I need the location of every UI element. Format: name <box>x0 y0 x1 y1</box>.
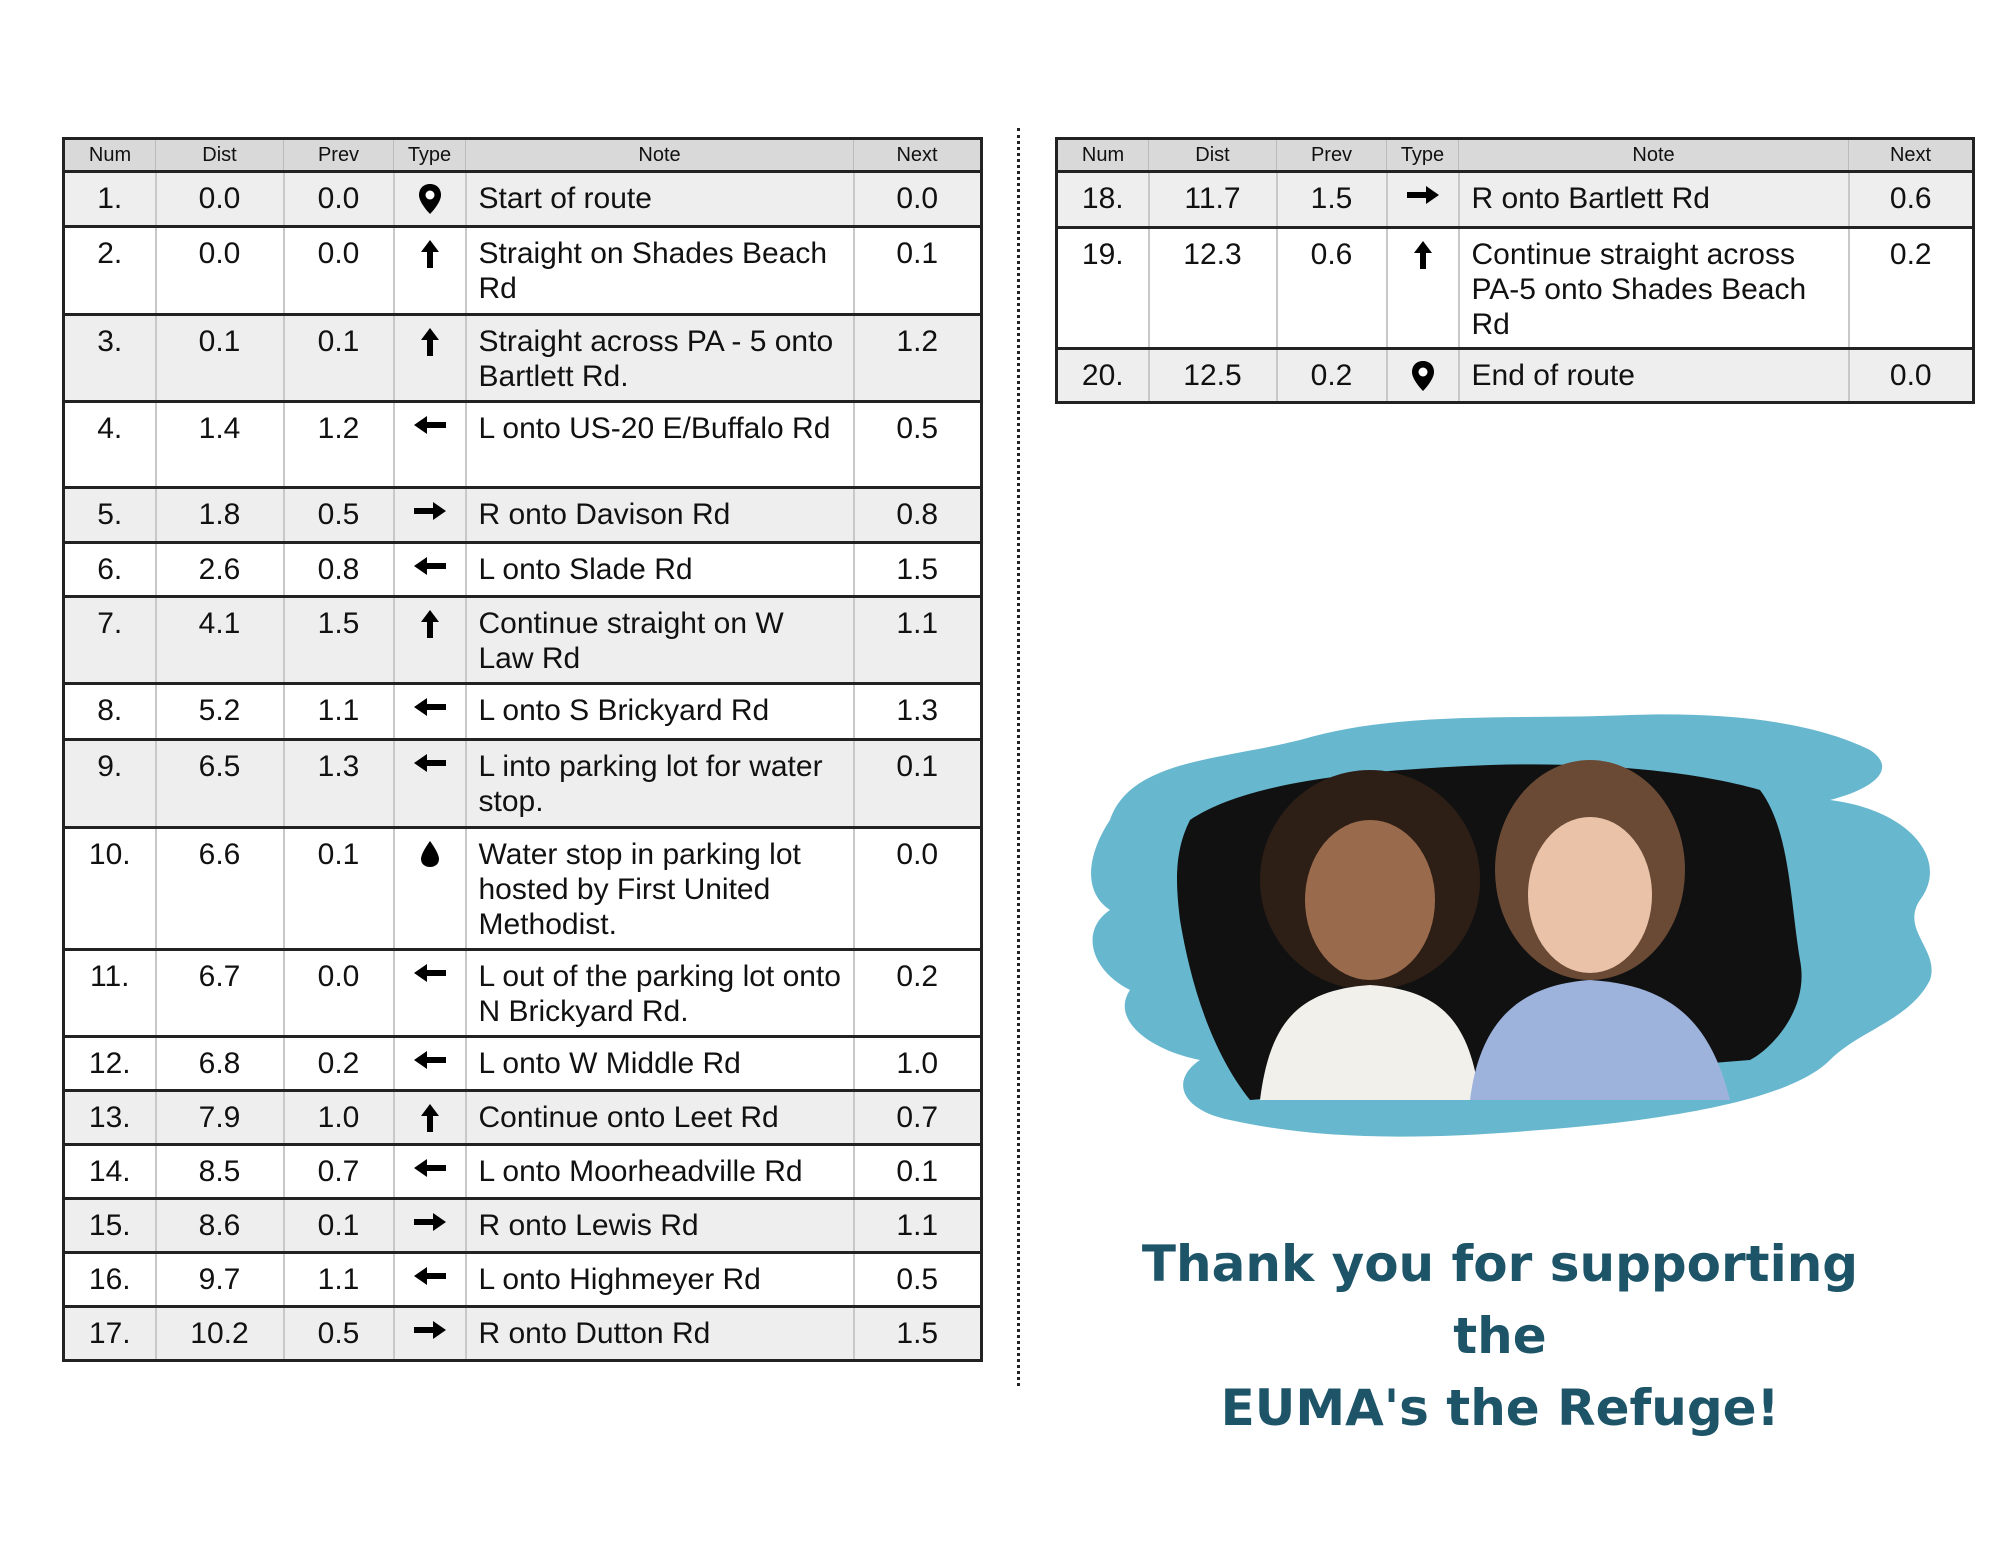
arrow-left-icon <box>412 1049 448 1082</box>
row-next: 1.5 <box>854 543 982 597</box>
row-num: 2. <box>64 227 156 315</box>
arrow-up-icon <box>419 239 441 272</box>
right-girl-face <box>1528 817 1652 973</box>
col-type: Type <box>1387 139 1459 172</box>
table-row <box>64 1145 982 1199</box>
table-row <box>64 315 982 402</box>
row-type <box>394 543 466 597</box>
map-pin-icon <box>417 184 443 217</box>
thank-you-line-1: Thank you for supporting the <box>1141 1235 1859 1365</box>
row-prev: 0.2 <box>1277 349 1387 403</box>
row-num: 15. <box>64 1199 156 1253</box>
row-note: Straight across PA - 5 onto Bartlett Rd. <box>466 315 854 402</box>
row-dist: 9.7 <box>156 1253 284 1307</box>
row-note: L onto W Middle Rd <box>466 1037 854 1091</box>
row-num: 6. <box>64 543 156 597</box>
left-girl-face <box>1305 820 1435 980</box>
row-dist: 0.0 <box>156 227 284 315</box>
arrow-left-icon <box>412 696 448 729</box>
row-dist: 4.1 <box>156 597 284 684</box>
table-row <box>64 950 982 1037</box>
row-note: L out of the parking lot onto N Brickyard Rd. <box>466 950 854 1037</box>
row-type <box>394 1037 466 1091</box>
row-next: 1.2 <box>854 315 982 402</box>
row-note: L onto US-20 E/Buffalo Rd <box>466 402 854 488</box>
row-prev: 0.0 <box>284 227 394 315</box>
table-row <box>64 1037 982 1091</box>
row-prev: 1.2 <box>284 402 394 488</box>
row-next: 0.8 <box>854 488 982 543</box>
col-dist: Dist <box>1149 139 1277 172</box>
row-prev: 0.8 <box>284 543 394 597</box>
row-type <box>394 1253 466 1307</box>
arrow-right-icon <box>412 500 448 533</box>
col-next: Next <box>1849 139 1974 172</box>
col-note: Note <box>466 139 854 172</box>
table-row <box>64 1199 982 1253</box>
arrow-up-icon <box>419 1103 441 1136</box>
table-row <box>64 1253 982 1307</box>
table-row <box>64 227 982 315</box>
row-dist: 8.5 <box>156 1145 284 1199</box>
row-next: 1.1 <box>854 597 982 684</box>
arrow-left-icon <box>412 555 448 588</box>
row-note: Start of route <box>466 172 854 227</box>
col-next: Next <box>854 139 982 172</box>
row-type <box>394 402 466 488</box>
photo-brush-frame <box>1070 700 1940 1150</box>
arrow-up-icon <box>419 327 441 360</box>
row-note: Continue straight on W Law Rd <box>466 597 854 684</box>
arrow-left-icon <box>412 752 448 785</box>
row-type <box>394 740 466 828</box>
table-row <box>64 1307 982 1361</box>
row-next: 1.1 <box>854 1199 982 1253</box>
row-num: 10. <box>64 828 156 950</box>
table-row <box>64 684 982 740</box>
table-header <box>1057 139 1974 172</box>
table-row <box>64 597 982 684</box>
water-drop-icon <box>419 840 441 873</box>
col-num: Num <box>1057 139 1149 172</box>
table-row <box>64 740 982 828</box>
row-prev: 1.5 <box>284 597 394 684</box>
row-dist: 5.2 <box>156 684 284 740</box>
row-note: L onto Moorheadville Rd <box>466 1145 854 1199</box>
kids-photo <box>1070 700 1940 1150</box>
row-next: 0.0 <box>1849 349 1974 403</box>
row-num: 20. <box>1057 349 1149 403</box>
row-dist: 8.6 <box>156 1199 284 1253</box>
row-next: 1.5 <box>854 1307 982 1361</box>
row-next: 1.3 <box>854 684 982 740</box>
table-row <box>1057 228 1974 349</box>
row-note: L onto S Brickyard Rd <box>466 684 854 740</box>
row-type <box>394 1145 466 1199</box>
row-dist: 1.8 <box>156 488 284 543</box>
col-prev: Prev <box>284 139 394 172</box>
arrow-left-icon <box>412 962 448 995</box>
row-prev: 1.1 <box>284 684 394 740</box>
row-prev: 0.2 <box>284 1037 394 1091</box>
row-prev: 0.0 <box>284 172 394 227</box>
row-type <box>394 1091 466 1145</box>
row-num: 3. <box>64 315 156 402</box>
row-dist: 10.2 <box>156 1307 284 1361</box>
row-note: R onto Davison Rd <box>466 488 854 543</box>
row-num: 17. <box>64 1307 156 1361</box>
row-type <box>394 684 466 740</box>
row-num: 14. <box>64 1145 156 1199</box>
row-type <box>394 1199 466 1253</box>
row-dist: 1.4 <box>156 402 284 488</box>
row-type <box>394 950 466 1037</box>
row-num: 11. <box>64 950 156 1037</box>
row-next: 0.1 <box>854 740 982 828</box>
row-next: 0.6 <box>1849 172 1974 228</box>
row-prev: 1.1 <box>284 1253 394 1307</box>
row-note: Continue straight across PA-5 onto Shades Beach Rd <box>1459 228 1849 349</box>
table-row <box>64 1091 982 1145</box>
row-num: 1. <box>64 172 156 227</box>
table-row <box>64 172 982 227</box>
row-type <box>1387 172 1459 228</box>
arrow-up-icon <box>1412 240 1434 273</box>
row-note: R onto Lewis Rd <box>466 1199 854 1253</box>
row-type <box>394 227 466 315</box>
row-num: 12. <box>64 1037 156 1091</box>
row-next: 0.2 <box>1849 228 1974 349</box>
row-next: 1.0 <box>854 1037 982 1091</box>
row-prev: 0.6 <box>1277 228 1387 349</box>
col-num: Num <box>64 139 156 172</box>
row-type <box>394 315 466 402</box>
row-note: L into parking lot for water stop. <box>466 740 854 828</box>
arrow-right-icon <box>412 1319 448 1352</box>
table-row <box>64 488 982 543</box>
arrow-up-icon <box>419 609 441 642</box>
row-next: 0.5 <box>854 402 982 488</box>
row-note: Continue onto Leet Rd <box>466 1091 854 1145</box>
arrow-right-icon <box>412 1211 448 1244</box>
map-pin-icon <box>1410 361 1436 394</box>
row-type <box>1387 349 1459 403</box>
row-next: 0.0 <box>854 172 982 227</box>
arrow-left-icon <box>412 414 448 447</box>
cue-sheet-table-right <box>1055 137 1975 404</box>
table-row <box>1057 172 1974 228</box>
row-type <box>394 488 466 543</box>
row-dist: 6.5 <box>156 740 284 828</box>
arrow-left-icon <box>412 1265 448 1298</box>
row-next: 0.7 <box>854 1091 982 1145</box>
row-num: 9. <box>64 740 156 828</box>
row-next: 0.1 <box>854 1145 982 1199</box>
row-num: 7. <box>64 597 156 684</box>
col-prev: Prev <box>1277 139 1387 172</box>
row-dist: 11.7 <box>1149 172 1277 228</box>
row-note: Water stop in parking lot hosted by First United Methodist. <box>466 828 854 950</box>
row-note: L onto Slade Rd <box>466 543 854 597</box>
row-dist: 6.6 <box>156 828 284 950</box>
col-note: Note <box>1459 139 1849 172</box>
row-type <box>394 1307 466 1361</box>
row-note: End of route <box>1459 349 1849 403</box>
table-row <box>64 828 982 950</box>
row-dist: 0.0 <box>156 172 284 227</box>
row-prev: 0.1 <box>284 1199 394 1253</box>
row-next: 0.0 <box>854 828 982 950</box>
row-type <box>394 828 466 950</box>
row-dist: 12.3 <box>1149 228 1277 349</box>
table-row <box>1057 349 1974 403</box>
row-num: 16. <box>64 1253 156 1307</box>
row-dist: 6.7 <box>156 950 284 1037</box>
row-note: Straight on Shades Beach Rd <box>466 227 854 315</box>
row-num: 5. <box>64 488 156 543</box>
row-prev: 1.3 <box>284 740 394 828</box>
row-type <box>1387 228 1459 349</box>
row-type <box>394 597 466 684</box>
col-dist: Dist <box>156 139 284 172</box>
row-dist: 0.1 <box>156 315 284 402</box>
row-note: R onto Dutton Rd <box>466 1307 854 1361</box>
row-next: 0.1 <box>854 227 982 315</box>
thank-you-line-2: EUMA's the Refuge! <box>1220 1379 1780 1437</box>
thank-you-message <box>1100 1228 1900 1444</box>
table-header <box>64 139 982 172</box>
row-prev: 0.5 <box>284 1307 394 1361</box>
table-row <box>64 402 982 488</box>
row-prev: 0.1 <box>284 828 394 950</box>
cue-sheet-table-left <box>62 137 983 1362</box>
row-prev: 0.1 <box>284 315 394 402</box>
row-next: 0.5 <box>854 1253 982 1307</box>
row-prev: 0.5 <box>284 488 394 543</box>
row-prev: 1.5 <box>1277 172 1387 228</box>
row-type <box>394 172 466 227</box>
row-note: R onto Bartlett Rd <box>1459 172 1849 228</box>
row-prev: 0.0 <box>284 950 394 1037</box>
row-note: L onto Highmeyer Rd <box>466 1253 854 1307</box>
row-dist: 12.5 <box>1149 349 1277 403</box>
table-row <box>64 543 982 597</box>
row-dist: 2.6 <box>156 543 284 597</box>
dotted-divider <box>1017 128 1020 1386</box>
row-dist: 7.9 <box>156 1091 284 1145</box>
row-num: 13. <box>64 1091 156 1145</box>
row-num: 18. <box>1057 172 1149 228</box>
row-dist: 6.8 <box>156 1037 284 1091</box>
row-num: 4. <box>64 402 156 488</box>
col-type: Type <box>394 139 466 172</box>
row-prev: 1.0 <box>284 1091 394 1145</box>
row-num: 19. <box>1057 228 1149 349</box>
arrow-right-icon <box>1405 184 1441 217</box>
row-num: 8. <box>64 684 156 740</box>
row-next: 0.2 <box>854 950 982 1037</box>
arrow-left-icon <box>412 1157 448 1190</box>
row-prev: 0.7 <box>284 1145 394 1199</box>
